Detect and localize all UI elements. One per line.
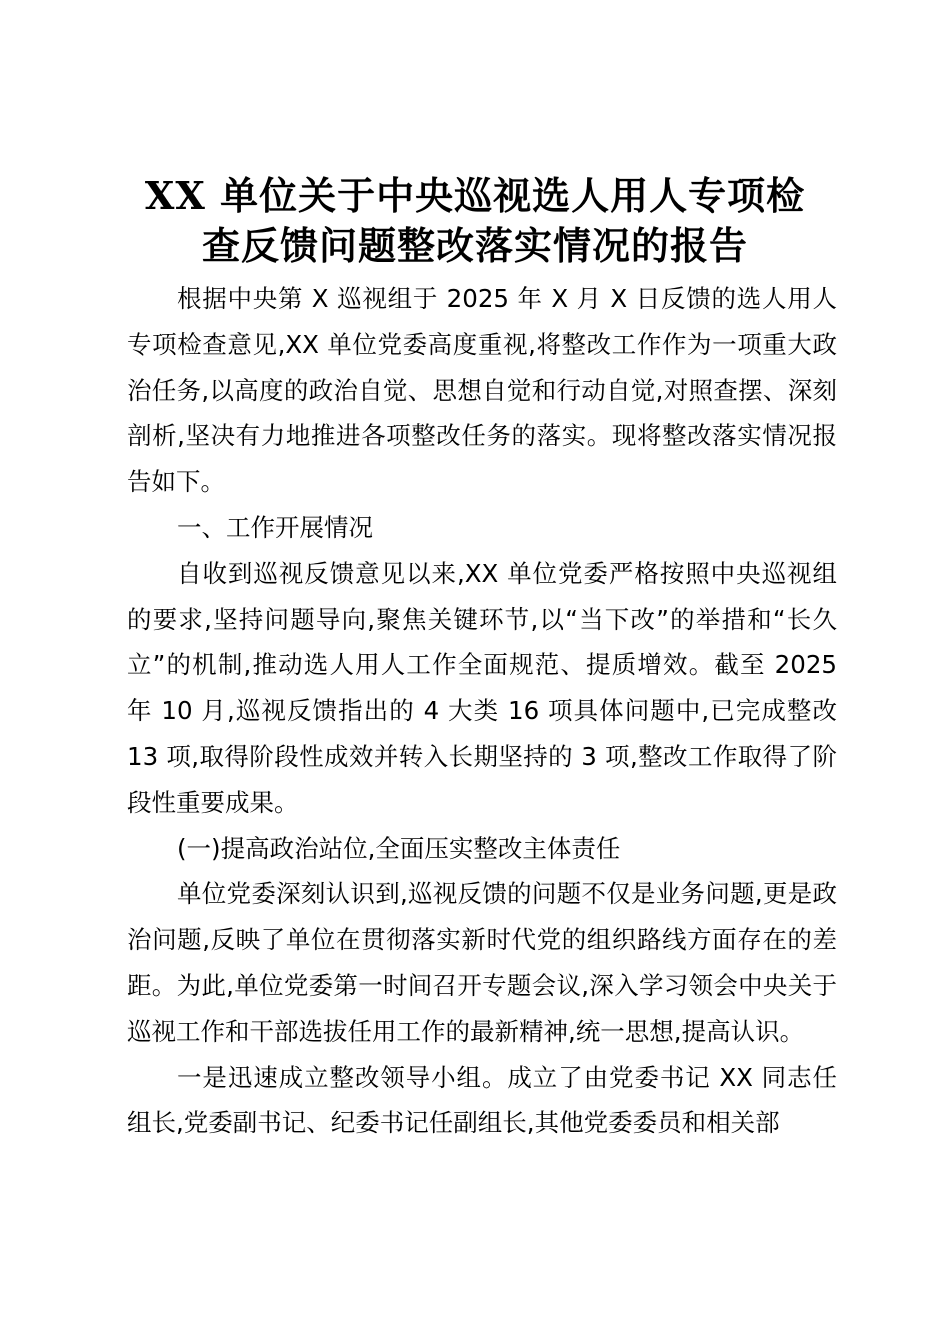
section-heading-1: 一、工作开展情况 xyxy=(177,512,373,542)
document-title-line-1: XX 单位关于中央巡视选人用人专项检 xyxy=(144,173,806,218)
paragraph-political: 单位党委深刻认识到,巡视反馈的问题不仅是业务问题,更是政治问题,反映了单位在贯彻落实新时代党的组织路线方面存在的差距。为此,单位党委第一时间召开专题会议,深入学习领会中央关于巡视工作和干部选拔任用工作的最新精神,统一思想,提高认识。 xyxy=(127,879,837,1046)
document-title-line-2: 查反馈问题整改落实情况的报告 xyxy=(201,223,748,268)
subsection-heading-1: (一)提高政治站位,全面压实整改主体责任 xyxy=(177,833,621,863)
paragraph-overview: 自收到巡视反馈意见以来,XX 单位党委严格按照中央巡视组的要求,坚持问题导向,聚焦关键环节,以“当下改”的举措和“长久立”的机制,推动选人用人工作全面规范、提质增效。截至 2025 年 10 月,巡视反馈指出的 4 大类 16 项具体问题中,已完成整改 13 项,取得阶段性成效并转入长期坚持的 3 项,整改工作取得了阶段性重要成果。 xyxy=(127,558,837,817)
document-body xyxy=(127,276,837,1146)
paragraph-intro: 根据中央第 X 巡视组于 2025 年 X 月 X 日反馈的选人用人专项检查意见,XX 单位党委高度重视,将整改工作作为一项重大政治任务,以高度的政治自觉、思想自觉和行动自觉,对照查摆、深刻剖析,坚决有力地推进各项整改任务的落实。现将整改落实情况报告如下。 xyxy=(127,284,837,497)
paragraph-leading-group: 一是迅速成立整改领导小组。成立了由党委书记 XX 同志任组长,党委副书记、纪委书记任副组长,其他党委委员和相关部 xyxy=(127,1062,837,1138)
